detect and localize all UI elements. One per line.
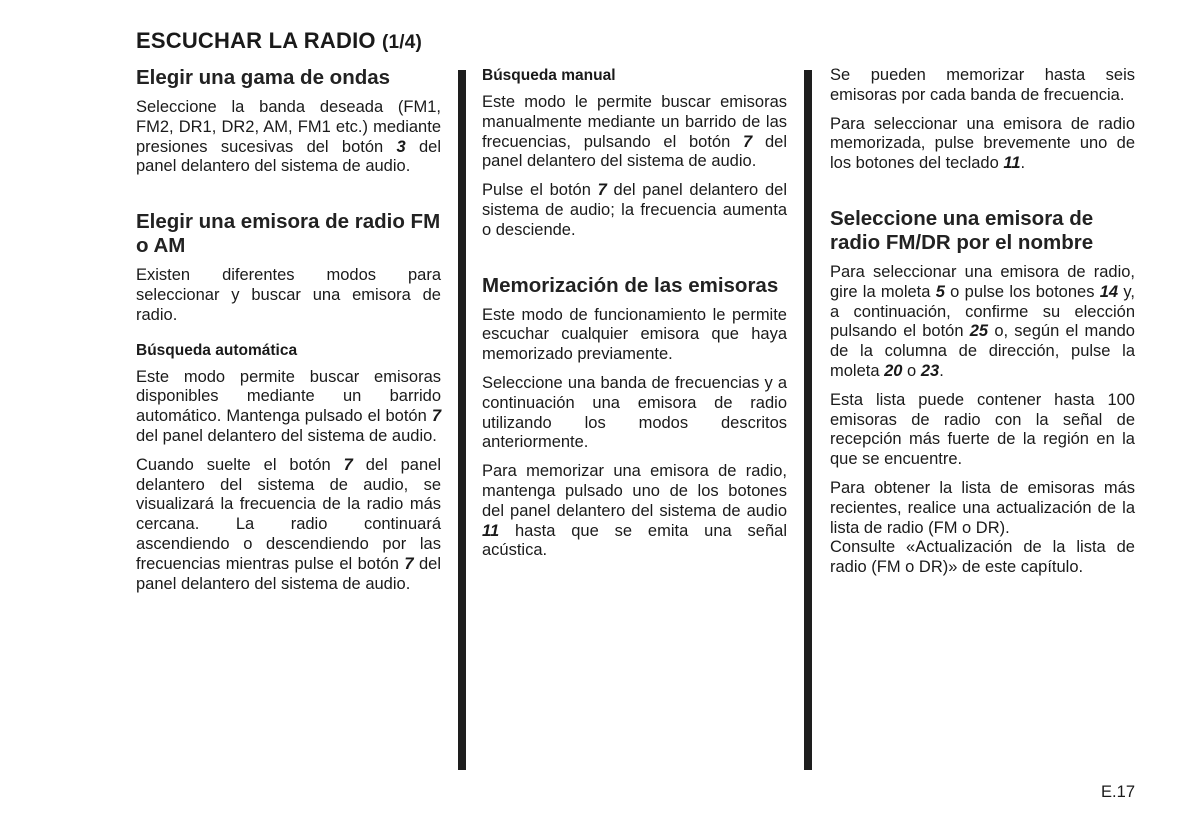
heading-manual-search: Búsqueda manual <box>482 67 616 84</box>
paragraph-select-by-name: Para seleccionar una emisora de radio, gire la moleta 5 o pulse los botones 14 y, a continuación, confirme su elección pulsando el botón 25 o, según el mando de la columna de dirección, pulse la moleta 20 o 23. <box>830 262 1135 380</box>
heading-choose-station: Elegir una emisora de radio FM o AM <box>136 210 441 258</box>
page-title <box>136 28 422 54</box>
column-right <box>830 66 1135 587</box>
paragraph-modes: Existen diferentes modos para seleccionar y buscar una emisora de radio. <box>136 266 441 324</box>
page-title-part: (1/4) <box>382 32 423 53</box>
paragraph-update-list: Para obtener la lista de emisoras más recientes, realice una actualización de la lista de radio (FM o DR). <box>830 478 1135 537</box>
paragraph-auto-search-2: Cuando suelte el botón 7 del panel delantero del sistema de audio, se visualizará la frecuencia de la radio más cercana. La radio continuará ascendiendo o descendiendo por las frecuencias mientras pulse el botón 7 del panel delantero del sistema de audio. <box>136 455 441 593</box>
page-title-text: ESCUCHAR LA RADIO <box>136 28 376 53</box>
paragraph-manual-search-1: Este modo le permite buscar emisoras manualmente mediante un barrido de las frecuencias, pulsando el botón 7 del panel delantero del sistema de audio. <box>482 93 787 171</box>
heading-auto-search: Búsqueda automática <box>136 341 298 359</box>
paragraph-select-memorized: Para seleccionar una emisora de radio memorizada, pulse brevemente uno de los botones del teclado 11. <box>830 114 1135 173</box>
paragraph-six-stations: Se pueden memorizar hasta seis emisoras por cada banda de frecuencia. <box>830 66 1135 104</box>
heading-memorization: Memorización de las emisoras <box>482 273 779 297</box>
paragraph-wave-range: Seleccione la banda deseada (FM1, FM2, DR1, DR2, AM, FM1 etc.) mediante presiones sucesivas del botón 3 del panel delantero del sistema de audio. <box>136 98 441 176</box>
column-divider-1 <box>458 70 466 770</box>
page-number: E.17 <box>1101 783 1135 801</box>
paragraph-auto-search-1: Este modo permite buscar emisoras disponibles mediante un barrido automático. Mantenga pulsado el botón 7 del panel delantero del sistema de audio. <box>136 367 441 445</box>
paragraph-list-capacity: Esta lista puede contener hasta 100 emisoras de radio con la señal de recepción más fuerte de la región en la que se encuentre. <box>830 390 1135 469</box>
paragraph-memorization-1: Este modo de funcionamiento le permite escuchar cualquier emisora que haya memorizado previamente. <box>482 305 787 364</box>
column-divider-2 <box>804 70 812 770</box>
paragraph-memorization-3: Para memorizar una emisora de radio, mantenga pulsado uno de los botones del panel delantero del sistema de audio 11 hasta que se emita una señal acústica. <box>482 462 787 560</box>
heading-select-by-name: Seleccione una emisora de radio FM/DR por el nombre <box>830 206 1094 254</box>
paragraph-manual-search-2: Pulse el botón 7 del panel delantero del sistema de audio; la frecuencia aumenta o desciende. <box>482 181 787 239</box>
paragraph-consult: Consulte «Actualización de la lista de radio (FM o DR)» de este capítulo. <box>830 538 1135 577</box>
column-left <box>136 66 441 603</box>
heading-wave-range: Elegir una gama de ondas <box>136 66 391 89</box>
column-middle <box>482 66 787 570</box>
paragraph-memorization-2: Seleccione una banda de frecuencias y a continuación una emisora de radio utilizando los modos descritos anteriormente. <box>482 373 787 452</box>
